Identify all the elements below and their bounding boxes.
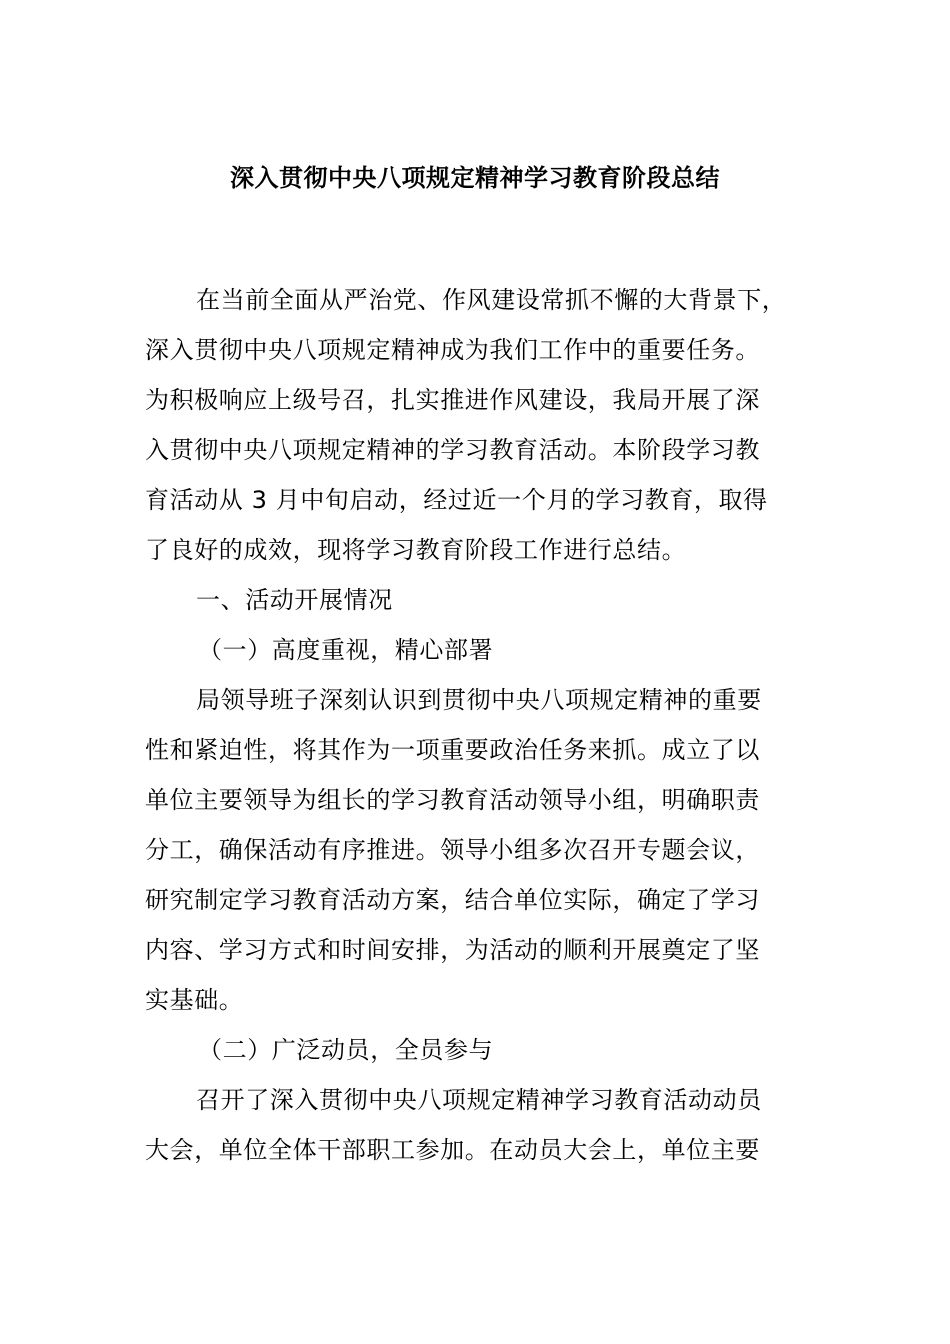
paragraph-line: 深入贯彻中央八项规定精神成为我们工作中的重要任务。 [145, 336, 760, 364]
paragraph-line: 召开了深入贯彻中央八项规定精神学习教育活动动员 [196, 1086, 762, 1114]
subsection-heading: （二）广泛动员，全员参与 [198, 1036, 494, 1064]
paragraph-line: 育活动从 3 月中旬启动，经过近一个月的学习教育，取得 [145, 486, 768, 514]
paragraph-line: 在当前全面从严治党、作风建设常抓不懈的大背景下， [196, 286, 787, 314]
paragraph-line: 研究制定学习教育活动方案，结合单位实际，确定了学习 [145, 886, 760, 914]
paragraph-line: 单位主要领导为组长的学习教育活动领导小组，明确职责 [145, 786, 760, 814]
section-heading: 一、活动开展情况 [196, 586, 393, 614]
paragraph-line: 内容、学习方式和时间安排，为活动的顺利开展奠定了坚 [145, 936, 760, 964]
paragraph-line: 为积极响应上级号召，扎实推进作风建设，我局开展了深 [145, 386, 760, 414]
paragraph-line: 了良好的成效，现将学习教育阶段工作进行总结。 [145, 536, 687, 564]
paragraph-line: 入贯彻中央八项规定精神的学习教育活动。本阶段学习教 [145, 436, 760, 464]
paragraph-line: 大会，单位全体干部职工参加。在动员大会上，单位主要 [145, 1136, 760, 1164]
paragraph-line: 实基础。 [145, 986, 244, 1014]
paragraph-line: 性和紧迫性，将其作为一项重要政治任务来抓。成立了以 [145, 736, 760, 764]
document-title: 深入贯彻中央八项规定精神学习教育阶段总结 [230, 164, 720, 192]
paragraph-line: 分工，确保活动有序推进。领导小组多次召开专题会议， [145, 836, 760, 864]
subsection-heading: （一）高度重视，精心部署 [198, 636, 494, 664]
paragraph-line: 局领导班子深刻认识到贯彻中央八项规定精神的重要 [196, 686, 762, 714]
